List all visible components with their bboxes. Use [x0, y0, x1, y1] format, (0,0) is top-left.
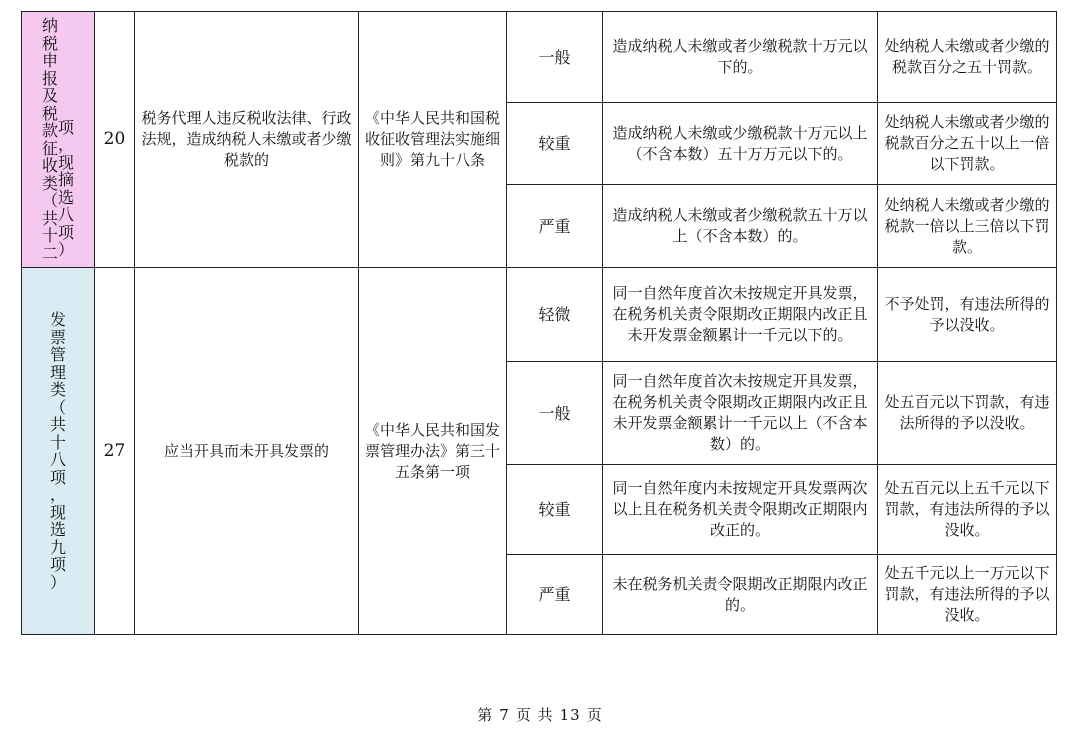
penalty-standard: 处纳税人未缴或者少缴的税款百分之五十罚款。: [878, 12, 1057, 103]
category-char: 选: [58, 187, 75, 207]
violation-standard: 未在税务机关责令限期改正期限内改正的。: [603, 555, 878, 635]
severity-level: 较重: [507, 103, 603, 185]
category-char: 二: [41, 243, 58, 263]
category-char: 摘: [58, 170, 75, 189]
category-char: 税: [41, 103, 58, 123]
item-number: 27: [95, 268, 135, 635]
category-char: 现: [58, 152, 75, 172]
severity-level: 严重: [507, 185, 603, 268]
violation-description: 税务代理人违反税收法律、行政法规，造成纳税人未缴或者少缴税款的: [135, 12, 359, 268]
page-label-mid: 页 共: [515, 706, 554, 724]
violation-standard: 同一自然年度首次未按规定开具发票，在税务机关责令限期改正期限内改正且未开发票金额累计一千元以下的。: [603, 268, 878, 362]
severity-level: 严重: [507, 555, 603, 635]
page-label-prefix: 第: [477, 706, 494, 724]
category-char: 票: [49, 327, 66, 347]
category-char: 税: [41, 33, 58, 53]
severity-level: 较重: [507, 465, 603, 555]
category-char: 项: [58, 117, 75, 137]
penalty-standard: 处纳税人未缴或者少缴的税款一倍以上三倍以下罚款。: [878, 185, 1057, 268]
penalty-schedule-table: [21, 11, 1057, 635]
category-cell: [22, 12, 95, 268]
category-char: 项: [49, 467, 66, 487]
category-char: 八: [49, 450, 66, 469]
page-footer: [0, 704, 1080, 725]
violation-standard: 造成纳税人未缴或者少缴税款五十万以上（不含本数）的。: [603, 185, 878, 268]
legal-basis: 《中华人民共和国税收征收管理法实施细则》第九十八条: [359, 12, 507, 268]
category-char: 征: [41, 138, 58, 158]
severity-level: 轻微: [507, 268, 603, 362]
category-char: 报: [41, 68, 58, 88]
category-char: 理: [49, 362, 66, 382]
violation-standard: 同一自然年度内未按规定开具发票两次以上且在税务机关责令限期改正期限内改正的。: [603, 465, 878, 555]
category-char: 十: [41, 226, 58, 245]
category-char: ，: [58, 135, 75, 154]
category-char: 类: [49, 380, 66, 399]
page-total: 13: [559, 706, 581, 724]
category-char: 九: [49, 537, 66, 557]
category-char: 八: [58, 205, 75, 224]
penalty-standard: 处五百元以下罚款，有违法所得的予以没收。: [878, 362, 1057, 465]
violation-standard: 造成纳税人未缴或少缴税款十万元以上（不含本数）五十万万元以下的。: [603, 103, 878, 185]
category-char: 收: [41, 156, 58, 175]
category-label: [50, 311, 66, 591]
category-char: 类: [41, 173, 58, 193]
category-char: ）: [49, 572, 66, 592]
category-char: 管: [49, 345, 66, 364]
category-cell: [22, 268, 95, 635]
item-number: 20: [95, 12, 135, 268]
category-char: 项: [58, 222, 75, 242]
category-char: （: [41, 191, 58, 210]
category-char: ，: [49, 485, 66, 504]
category-char: 纳: [41, 16, 58, 35]
legal-basis: 《中华人民共和国发票管理办法》第三十五条第一项: [359, 268, 507, 635]
violation-standard: 造成纳税人未缴或者少缴税款十万元以下的。: [603, 12, 878, 103]
violation-description: 应当开具而未开具发票的: [135, 268, 359, 635]
category-char: 选: [49, 520, 66, 539]
category-char: 及: [41, 86, 58, 105]
category-char: ）: [58, 240, 75, 259]
category-char: 申: [41, 51, 58, 70]
table-row: [22, 268, 1057, 362]
category-char: 款: [41, 121, 58, 140]
category-char: 现: [49, 502, 66, 522]
category-char: 共: [41, 208, 58, 228]
penalty-standard: 处纳税人未缴或者少缴的税款百分之五十以上一倍以下罚款。: [878, 103, 1057, 185]
category-char: 项: [49, 555, 66, 574]
category-char: 共: [49, 415, 66, 434]
category-char: 发: [49, 310, 66, 329]
severity-level: 一般: [507, 12, 603, 103]
category-char: 十: [49, 432, 66, 452]
category-label-continued: [58, 119, 74, 259]
severity-level: 一般: [507, 362, 603, 465]
violation-standard: 同一自然年度首次未按规定开具发票，在税务机关责令限期改正期限内改正且未开发票金额累计一千元以上（不含本数）的。: [603, 362, 878, 465]
category-label: [42, 17, 58, 262]
page-label-suffix: 页: [586, 706, 603, 724]
page-current: 7: [499, 706, 510, 724]
table-row: [22, 12, 1057, 103]
category-char: （: [49, 397, 66, 417]
penalty-standard: 处五百元以上五千元以下罚款，有违法所得的予以没收。: [878, 465, 1057, 555]
penalty-standard: 处五千元以上一万元以下罚款，有违法所得的予以没收。: [878, 555, 1057, 635]
penalty-standard: 不予处罚，有违法所得的予以没收。: [878, 268, 1057, 362]
